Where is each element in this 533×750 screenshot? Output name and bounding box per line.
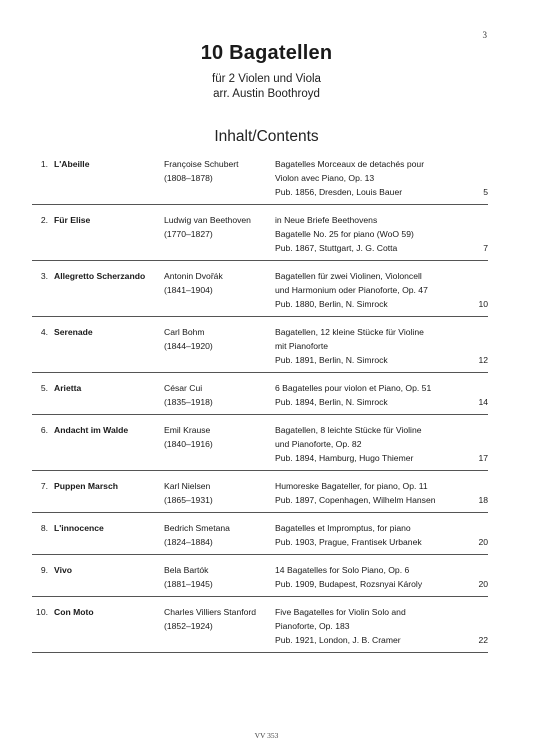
footer-catalog-code: VV 353 bbox=[254, 731, 279, 740]
entry-piece-title: Con Moto bbox=[54, 607, 94, 617]
composer-name: Bedrich Smetana bbox=[164, 523, 230, 533]
entry-page-reference bbox=[458, 381, 488, 409]
source-line: Pub. 1891, Berlin, N. Simrock bbox=[275, 355, 388, 365]
entry-source bbox=[275, 381, 458, 409]
entry-page-reference bbox=[458, 157, 488, 199]
composer-dates: (1881–1945) bbox=[164, 579, 213, 589]
page-number: 3 bbox=[482, 30, 487, 40]
entry-page-reference bbox=[458, 605, 488, 647]
toc-entry bbox=[32, 157, 488, 205]
contents-heading: Inhalt/Contents bbox=[214, 128, 319, 145]
entry-source bbox=[275, 269, 458, 311]
composer-dates: (1770–1827) bbox=[164, 229, 213, 239]
entry-page-reference bbox=[458, 479, 488, 507]
source-line: Five Bagatelles for Violin Solo and bbox=[275, 607, 406, 617]
entry-composer bbox=[164, 325, 275, 367]
composer-dates: (1844–1920) bbox=[164, 341, 213, 351]
source-line: 14 Bagatelles for Solo Piano, Op. 6 bbox=[275, 565, 410, 575]
page-ref-number: 10 bbox=[478, 299, 488, 309]
subtitle-instrumentation: für 2 Violen und Viola bbox=[212, 73, 321, 85]
entry-number: 5. bbox=[40, 383, 48, 393]
composer-name: Charles Villiers Stanford bbox=[164, 607, 257, 617]
entry-number: 10. bbox=[36, 607, 48, 617]
source-line: und Harmonium oder Pianoforte, Op. 47 bbox=[275, 285, 428, 295]
entry-piece-title: Serenade bbox=[54, 327, 93, 337]
source-line: Bagatelles et Impromptus, for piano bbox=[275, 523, 411, 533]
source-line: Pub. 1894, Berlin, N. Simrock bbox=[275, 397, 388, 407]
page-ref-number: 20 bbox=[478, 579, 488, 589]
page-ref-number: 18 bbox=[478, 495, 488, 505]
composer-name: Françoise Schubert bbox=[164, 159, 239, 169]
entry-composer bbox=[164, 213, 275, 255]
entry-source bbox=[275, 423, 458, 465]
source-line: Bagatelles Morceaux de detachés pour bbox=[275, 159, 425, 169]
page-ref-number: 20 bbox=[478, 537, 488, 547]
page-ref-number: 5 bbox=[483, 187, 488, 197]
source-line: Pub. 1867, Stuttgart, J. G. Cotta bbox=[275, 243, 398, 253]
source-line: Pub. 1880, Berlin, N. Simrock bbox=[275, 299, 388, 309]
entry-piece-title: Für Elise bbox=[54, 215, 91, 225]
composer-dates: (1824–1884) bbox=[164, 537, 213, 547]
toc-entry bbox=[32, 479, 488, 513]
source-line: in Neue Briefe Beethovens bbox=[275, 215, 378, 225]
page-title: 10 Bagatellen bbox=[200, 42, 333, 64]
source-line: Pub. 1856, Dresden, Louis Bauer bbox=[275, 187, 403, 197]
entry-piece-title: Arietta bbox=[54, 383, 82, 393]
page-ref-number: 12 bbox=[478, 355, 488, 365]
page-ref-number: 7 bbox=[483, 243, 488, 253]
table-of-contents bbox=[32, 157, 488, 661]
entry-source bbox=[275, 325, 458, 367]
subtitle-arranger: arr. Austin Boothroyd bbox=[213, 88, 320, 100]
composer-name: Emil Krause bbox=[164, 425, 211, 435]
entry-piece-title: Vivo bbox=[54, 565, 72, 575]
entry-composer bbox=[164, 381, 275, 409]
toc-entry bbox=[32, 423, 488, 471]
toc-entry bbox=[32, 563, 488, 597]
entry-composer bbox=[164, 157, 275, 199]
entry-number: 2. bbox=[40, 215, 48, 225]
source-line: Violon avec Piano, Op. 13 bbox=[275, 173, 375, 183]
composer-dates: (1841–1904) bbox=[164, 285, 213, 295]
source-line: 6 Bagatelles pour violon et Piano, Op. 51 bbox=[275, 383, 432, 393]
toc-entry bbox=[32, 381, 488, 415]
page-ref-number: 17 bbox=[478, 453, 488, 463]
source-line: Pub. 1903, Prague, Frantisek Urbanek bbox=[275, 537, 422, 547]
composer-dates: (1865–1931) bbox=[164, 495, 213, 505]
entry-composer bbox=[164, 423, 275, 465]
entry-page-reference bbox=[458, 213, 488, 255]
entry-source bbox=[275, 605, 458, 647]
composer-dates: (1840–1916) bbox=[164, 439, 213, 449]
composer-name: Ludwig van Beethoven bbox=[164, 215, 251, 225]
composer-dates: (1835–1918) bbox=[164, 397, 213, 407]
entry-composer bbox=[164, 521, 275, 549]
source-line: Pub. 1894, Hamburg, Hugo Thiemer bbox=[275, 453, 414, 463]
entry-page-reference bbox=[458, 521, 488, 549]
composer-name: Carl Bohm bbox=[164, 327, 205, 337]
entry-source bbox=[275, 521, 458, 549]
composer-dates: (1852–1924) bbox=[164, 621, 213, 631]
source-line: Pub. 1909, Budapest, Rozsnyai Károly bbox=[275, 579, 423, 589]
toc-entry bbox=[32, 269, 488, 317]
entry-composer bbox=[164, 605, 275, 647]
toc-entry bbox=[32, 325, 488, 373]
toc-entry bbox=[32, 605, 488, 653]
entry-piece-title: Andacht im Walde bbox=[54, 425, 129, 435]
entry-source bbox=[275, 213, 458, 255]
toc-entry bbox=[32, 521, 488, 555]
source-line: Bagatellen für zwei Violinen, Violoncell bbox=[275, 271, 422, 281]
entry-page-reference bbox=[458, 269, 488, 311]
entry-page-reference bbox=[458, 563, 488, 591]
entry-page-reference bbox=[458, 423, 488, 465]
source-line: Pianoforte, Op. 183 bbox=[275, 621, 350, 631]
entry-piece-title: L'innocence bbox=[54, 523, 104, 533]
entry-number: 8. bbox=[40, 523, 48, 533]
composer-name: Antonin Dvořák bbox=[164, 271, 223, 281]
entry-piece-title: Allegretto Scherzando bbox=[54, 271, 146, 281]
entry-number: 1. bbox=[40, 159, 48, 169]
composer-name: Karl Nielsen bbox=[164, 481, 211, 491]
entry-number: 7. bbox=[40, 481, 48, 491]
entry-source bbox=[275, 479, 458, 507]
source-line: Bagatellen, 12 kleine Stücke für Violine bbox=[275, 327, 424, 337]
source-line: mit Pianoforte bbox=[275, 341, 329, 351]
composer-name: César Cui bbox=[164, 383, 203, 393]
entry-source bbox=[275, 157, 458, 199]
entry-piece-title: Puppen Marsch bbox=[54, 481, 118, 491]
page-ref-number: 22 bbox=[478, 635, 488, 645]
source-line: Pub. 1921, London, J. B. Cramer bbox=[275, 635, 401, 645]
source-line: Bagatelle No. 25 for piano (WoO 59) bbox=[275, 229, 414, 239]
source-line: und Pianoforte, Op. 82 bbox=[275, 439, 362, 449]
entry-source bbox=[275, 563, 458, 591]
entry-composer bbox=[164, 269, 275, 311]
toc-entry bbox=[32, 213, 488, 261]
entry-number: 6. bbox=[40, 425, 48, 435]
entry-composer bbox=[164, 563, 275, 591]
entry-number: 4. bbox=[40, 327, 48, 337]
entry-number: 9. bbox=[40, 565, 48, 575]
source-line: Humoreske Bagateller, for piano, Op. 11 bbox=[275, 481, 428, 491]
source-line: Pub. 1897, Copenhagen, Wilhelm Hansen bbox=[275, 495, 436, 505]
entry-number: 3. bbox=[40, 271, 48, 281]
composer-dates: (1808–1878) bbox=[164, 173, 213, 183]
page-ref-number: 14 bbox=[478, 397, 488, 407]
entry-page-reference bbox=[458, 325, 488, 367]
source-line: Bagatellen, 8 leichte Stücke für Violine bbox=[275, 425, 422, 435]
entry-piece-title: L'Abeille bbox=[54, 159, 90, 169]
composer-name: Bela Bartók bbox=[164, 565, 209, 575]
entry-composer bbox=[164, 479, 275, 507]
